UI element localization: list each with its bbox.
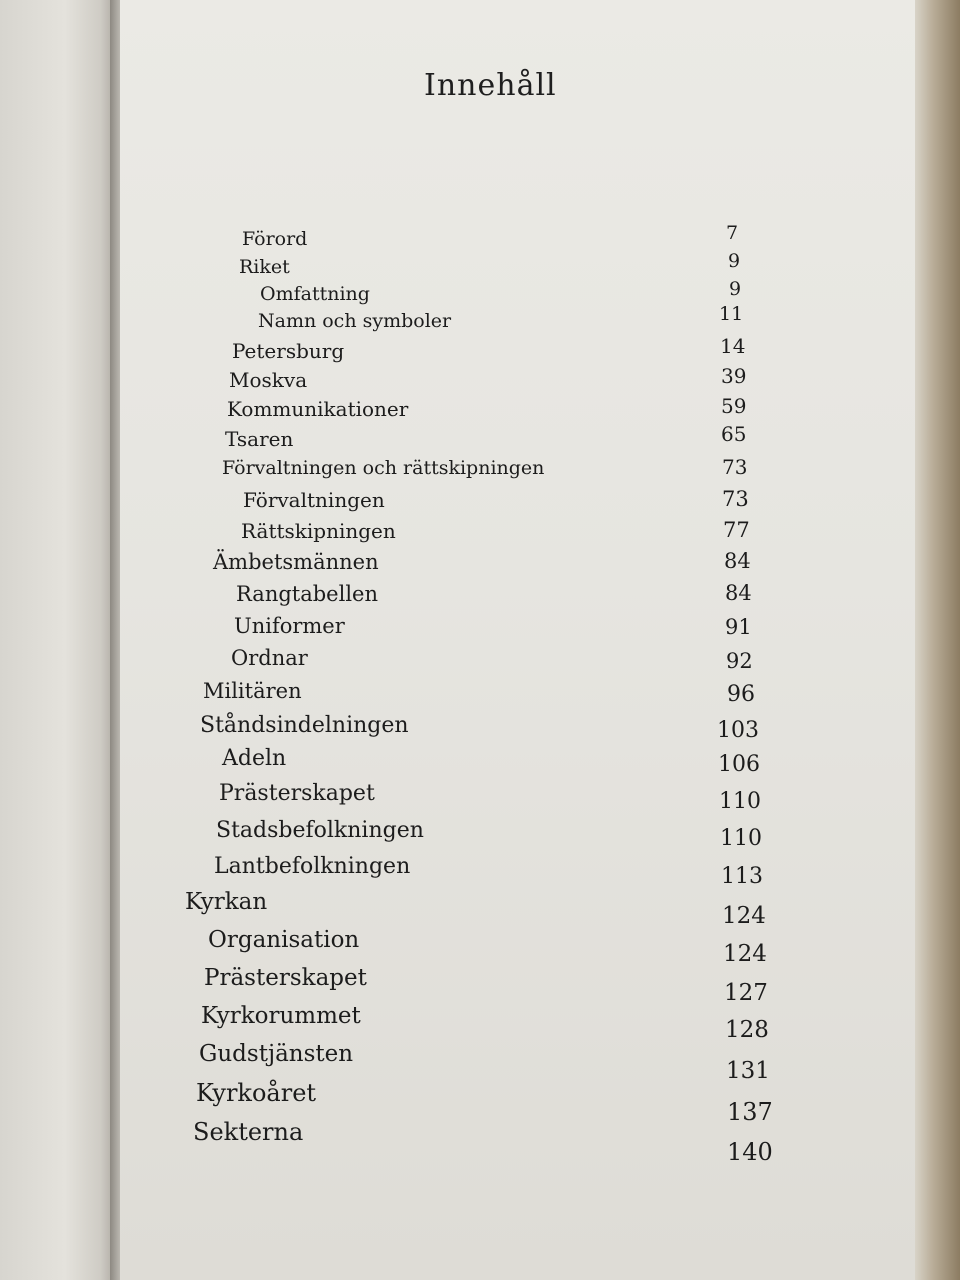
toc-entry: Kyrkorummet [201, 1003, 361, 1029]
toc-page-number: 7 [726, 222, 739, 244]
toc-entry: Prästerskapet [204, 965, 367, 991]
toc-page-number: 9 [729, 278, 742, 300]
toc-entry: Förord [242, 228, 308, 250]
toc-entry: Ordnar [231, 646, 308, 670]
toc-entry: Namn och symboler [258, 310, 452, 332]
toc-entry: Uniformer [234, 614, 345, 638]
page-edge [915, 0, 960, 1280]
toc-entry: Prästerskapet [219, 781, 375, 806]
toc-page-number: 84 [725, 581, 752, 605]
toc-entry: Moskva [229, 368, 308, 392]
toc-page-number: 84 [724, 549, 751, 573]
toc-page-number: 140 [727, 1138, 773, 1166]
toc-page-number: 9 [728, 250, 741, 272]
toc-entry: Kommunikationer [227, 397, 409, 421]
toc-entry: Rättskipningen [241, 519, 396, 543]
toc-page-number: 124 [723, 941, 767, 967]
toc-page-number: 137 [727, 1098, 773, 1126]
toc-entry: Kyrkoåret [196, 1079, 317, 1107]
toc-page-number: 11 [719, 303, 744, 325]
page-title: Innehåll [424, 68, 557, 103]
toc-entry: Adeln [222, 746, 287, 771]
toc-page-number: 110 [720, 826, 762, 851]
toc-page-number: 131 [726, 1058, 770, 1084]
toc-page-number: 128 [725, 1017, 769, 1043]
toc-page-number: 91 [725, 615, 752, 639]
left-page [0, 0, 118, 1280]
toc-entry: Sekterna [193, 1118, 304, 1146]
toc-entry: Förvaltningen [243, 488, 385, 512]
toc-page-number: 39 [721, 364, 747, 388]
toc-page-number: 110 [719, 789, 761, 814]
toc-entry: Riket [239, 256, 290, 278]
toc-page-number: 103 [717, 718, 759, 743]
toc-page-number: 96 [727, 682, 755, 707]
toc-entry: Ämbetsmännen [213, 550, 379, 574]
toc-entry: Kyrkan [185, 889, 268, 915]
toc-page-number: 127 [724, 980, 768, 1006]
toc-entry: Omfattning [260, 283, 370, 305]
toc-page-number: 106 [718, 752, 760, 777]
toc-entry: Förvaltningen och rättskipningen [222, 457, 545, 479]
toc-entry: Militären [203, 679, 302, 703]
toc-entry: Organisation [208, 927, 360, 953]
toc-page-number: 92 [726, 649, 753, 673]
toc-page-number: 73 [722, 487, 749, 511]
toc-page-number: 59 [721, 394, 747, 418]
toc-page-number: 113 [721, 864, 763, 889]
toc-entry: Stadsbefolkningen [216, 818, 424, 843]
toc-entry: Ståndsindelningen [200, 713, 409, 738]
toc-entry: Petersburg [232, 339, 345, 363]
toc-page-number: 65 [721, 422, 747, 446]
toc-entry: Lantbefolkningen [214, 854, 411, 879]
toc-page-number: 124 [722, 903, 766, 929]
toc-entry: Gudstjänsten [199, 1041, 354, 1067]
toc-page-number: 73 [722, 455, 748, 479]
toc-page-number: 77 [723, 518, 750, 542]
toc-page-number: 14 [720, 334, 746, 358]
toc-entry: Tsaren [225, 427, 294, 451]
toc-entry: Rangtabellen [236, 582, 378, 606]
